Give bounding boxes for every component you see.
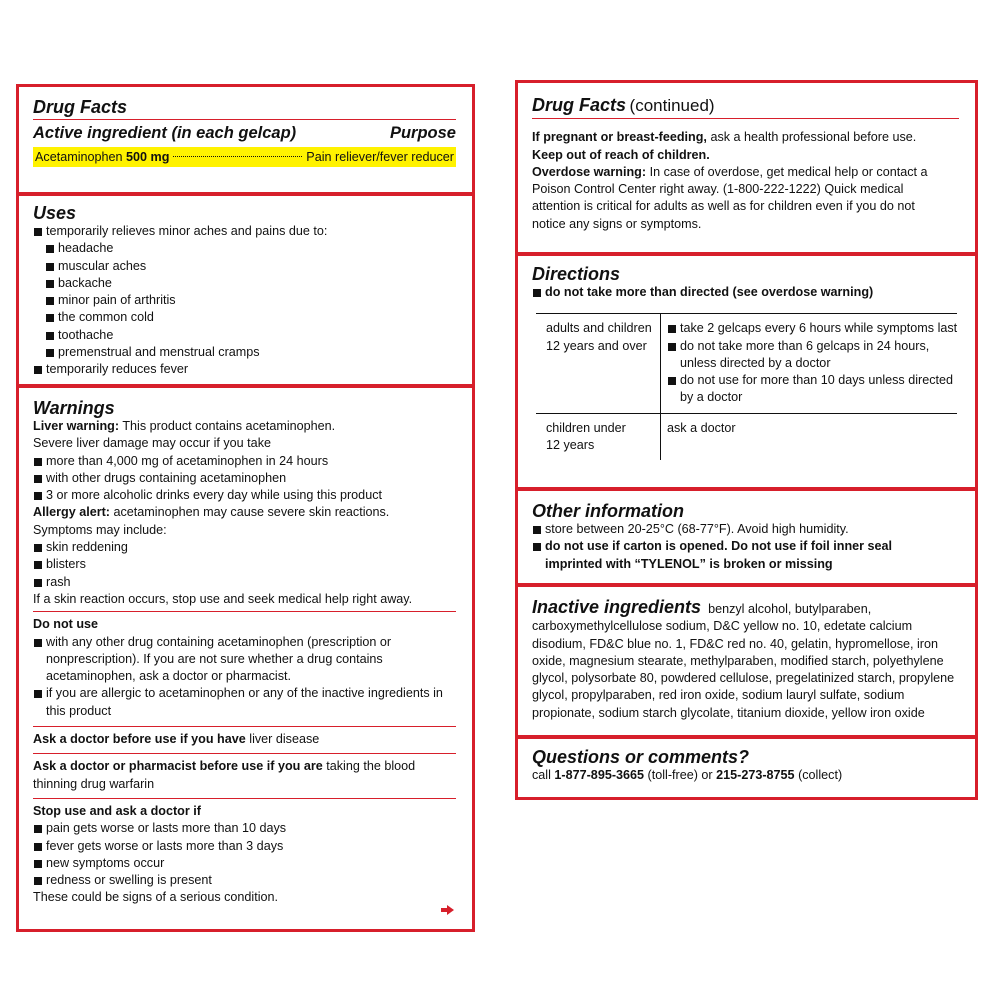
list-item-continued: imprinted with “TYLENOL” is broken or missing: [545, 556, 833, 571]
list-item-continued: this product: [46, 703, 112, 718]
drug-facts-title: Drug Facts: [33, 97, 128, 117]
ask-pharmacist-line: Ask a doctor or pharmacist before use if you are taking the blood: [33, 759, 416, 774]
list-item: toothache: [33, 327, 456, 344]
list-item: do not use for more than 10 days unless directed: [667, 372, 957, 389]
section-divider: [19, 384, 472, 388]
symptoms-line: Symptoms may include:: [33, 522, 167, 537]
list-item: take 2 gelcaps every 6 hours while symptoms last: [667, 320, 957, 337]
ask-doctor-line: Ask a doctor before use if you have liver disease: [33, 732, 320, 747]
keep-out-line: Keep out of reach of children.: [532, 147, 710, 162]
children-cell: children under 12 years: [536, 413, 661, 460]
ingredient-line: oxide, magnesium stearate, methylparaben, modified starch, polyethylene: [532, 653, 944, 668]
continued-title: Drug Facts (continued): [532, 95, 715, 115]
overdose-line: Poison Control Center right away. (1-800-222-1222) Quick medical: [532, 182, 904, 197]
list-item: the common cold: [33, 309, 456, 326]
pregnant-line: If pregnant or breast-feeding, ask a health professional before use.: [532, 130, 917, 145]
liver-warning: Liver warning: This product contains acetaminophen.: [33, 419, 336, 433]
drug-facts-panel-right: [515, 80, 978, 800]
list-item: rash: [33, 574, 456, 591]
other-information-title: Other information: [532, 501, 684, 521]
list-item: temporarily relieves minor aches and pains due to:: [33, 223, 456, 240]
inactive-ingredients-first-line: Inactive ingredients benzyl alcohol, butylparaben,: [532, 597, 872, 617]
section-divider: [518, 583, 975, 587]
ingredient-row: [33, 147, 456, 167]
divider: [33, 119, 456, 120]
list-item: headache: [33, 240, 456, 257]
list-item: premenstrual and menstrual cramps: [33, 344, 456, 361]
children-instructions: ask a doctor: [667, 420, 736, 435]
list-item: redness or swelling is present: [33, 872, 456, 889]
divider: [33, 798, 456, 799]
do-not-use-heading: Do not use: [33, 617, 99, 632]
ask-pharmacist-line-2: thinning drug warfarin: [33, 776, 155, 791]
ingredient-line: carboxymethylcellulose sodium, D&C yellow no. 10, edetate calcium: [532, 619, 913, 634]
list-item: blisters: [33, 556, 456, 573]
continued-arrow-icon: [441, 905, 454, 915]
list-item: 3 or more alcoholic drinks every day while using this product: [33, 487, 456, 504]
active-ingredient-section: [19, 87, 472, 192]
divider: [33, 753, 456, 754]
section-divider: [518, 487, 975, 491]
directions-title: Directions: [532, 264, 621, 284]
ingredient-line: glycol, polysorbate 80, powdered cellulose, pregelatinized starch, propylene: [532, 671, 955, 686]
list-item: more than 4,000 mg of acetaminophen in 24 hours: [33, 453, 456, 470]
ingredient-line: glycol, propylparaben, red iron oxide, sodium lauryl sulfate, sodium: [532, 688, 905, 703]
list-item-continued: acetaminophen, ask a doctor or pharmacist.: [46, 669, 292, 684]
list-item: fever gets worse or lasts more than 3 days: [33, 838, 456, 855]
uses-title: Uses: [33, 203, 77, 223]
questions-title: Questions or comments?: [532, 747, 750, 767]
ingredient-name: Acetaminophen: [35, 150, 123, 164]
leader-dots: [173, 156, 302, 157]
serious-condition-text: These could be signs of a serious condition.: [33, 890, 279, 905]
list-item: store between 20-25°C (68-77°F). Avoid high humidity.: [532, 521, 959, 538]
skin-reaction-text: If a skin reaction occurs, stop use and seek medical help right away.: [33, 591, 413, 606]
section-divider: [19, 192, 472, 196]
adults-instructions: take 2 gelcaps every 6 hours while symptoms last do not take more than 6 gelcaps in 24 hours, unless directed by a doctor do not use for more than 10 days unless directed by a doctor: [661, 314, 958, 413]
divider: [33, 611, 456, 612]
list-item: skin reddening: [33, 539, 456, 556]
drug-facts-panel-left: [16, 84, 475, 932]
list-item: backache: [33, 275, 456, 292]
purpose-heading: Purpose: [389, 124, 456, 142]
ingredient-purpose: Pain reliever/fever reducer: [306, 150, 454, 164]
allergy-alert: Allergy alert: acetaminophen may cause severe skin reactions.: [33, 505, 390, 520]
list-item: do not take more than 6 gelcaps in 24 hours,: [667, 338, 957, 355]
toll-free-phone: 1-877-895-3665: [554, 768, 645, 782]
list-item: if you are allergic to acetaminophen or any of the inactive ingredients in: [33, 685, 456, 702]
inactive-ingredients-title: Inactive ingredients: [532, 597, 702, 617]
warnings-title: Warnings: [33, 398, 115, 418]
divider: [532, 118, 959, 119]
section-divider: [518, 252, 975, 256]
list-item: with other drugs containing acetaminophen: [33, 470, 456, 487]
overdose-warning: Overdose warning: In case of overdose, get medical help or contact a: [532, 164, 928, 179]
directions-table: [536, 313, 957, 460]
list-item: with any other drug containing acetaminophen (prescription or: [33, 634, 456, 651]
overdose-line: attention is critical for adults as well as for children even if you do not: [532, 199, 915, 214]
list-item: new symptoms occur: [33, 855, 456, 872]
list-item-continued: nonprescription). If you are not sure whether a drug contains: [46, 651, 383, 666]
list-item: muscular aches: [33, 258, 456, 275]
ingredient-dose: 500 mg: [126, 150, 170, 164]
stop-use-heading: Stop use and ask a doctor if: [33, 803, 201, 818]
list-item: pain gets worse or lasts more than 10 days: [33, 820, 456, 837]
table-row: [536, 314, 957, 413]
list-item: temporarily reduces fever: [33, 361, 456, 378]
active-ingredient-heading: Active ingredient (in each gelcap): [33, 124, 297, 142]
ingredient-line: propionate, sodium starch glycolate, titanium dioxide, yellow iron oxide: [532, 705, 925, 720]
questions-contact: call 1-877-895-3665 (toll-free) or 215-273-8755 (collect): [532, 768, 843, 782]
liver-warning-line: Severe liver damage may occur if you take: [33, 436, 271, 451]
table-row: [536, 413, 957, 460]
adults-cell: adults and children 12 years and over: [536, 314, 661, 413]
directions-lead: do not take more than directed (see overdose warning): [532, 284, 959, 301]
ingredient-line: disodium, FD&C blue no. 1, FD&C red no. 40, gelatin, hypromellose, iron: [532, 636, 938, 651]
section-divider: [518, 735, 975, 739]
divider: [33, 726, 456, 727]
collect-phone: 215-273-8755: [716, 768, 795, 782]
list-item: do not use if carton is opened. Do not use if foil inner seal: [532, 538, 959, 555]
list-item: minor pain of arthritis: [33, 292, 456, 309]
overdose-line: notice any signs or symptoms.: [532, 216, 702, 231]
